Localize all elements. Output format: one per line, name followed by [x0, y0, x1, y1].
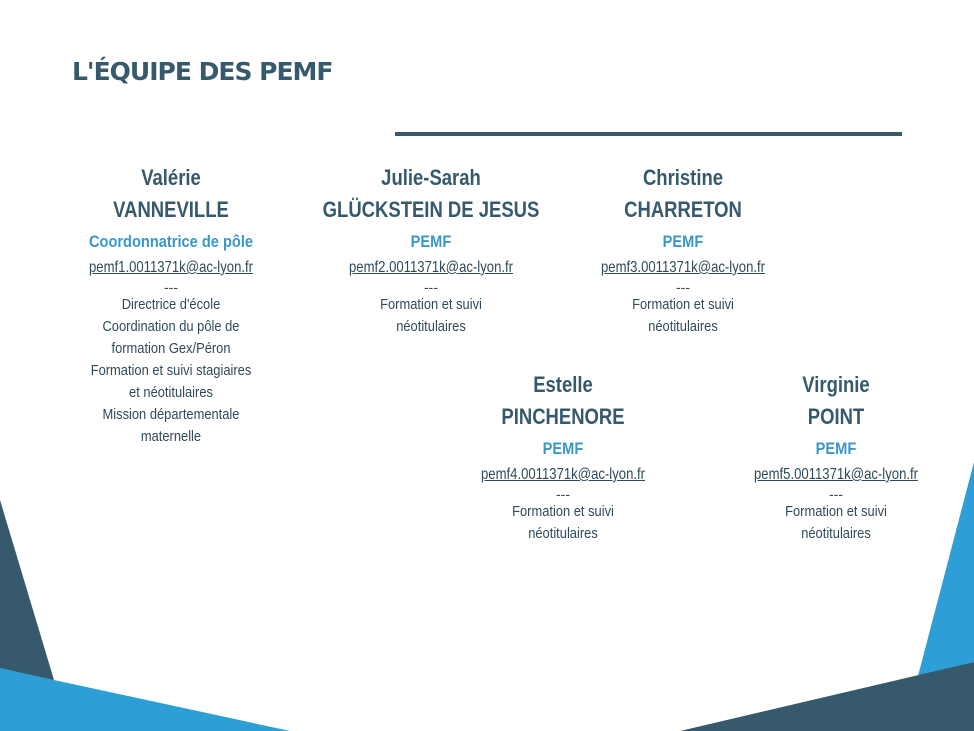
member-last-name: PINCHENORE — [501, 404, 625, 429]
member-email-link[interactable]: pemf5.0011371k@ac-lyon.fr — [753, 466, 919, 483]
member-description-line: formation Gex/Péron — [111, 340, 231, 357]
member-role: Coordonnatrice de pôle — [88, 232, 254, 251]
member-description-line: Coordination du pôle de — [102, 318, 240, 335]
member-description-line: néotitulaires — [528, 525, 598, 542]
member-last-name: GLÜCKSTEIN DE JESUS — [322, 197, 540, 222]
member-description-line: Formation et suivi — [785, 503, 887, 520]
title-underline — [395, 132, 902, 136]
member-last-name: CHARRETON — [624, 197, 742, 222]
member-email-link[interactable]: pemf4.0011371k@ac-lyon.fr — [480, 466, 646, 483]
member-description-line: Mission départementale — [102, 406, 240, 423]
member-card — [41, 162, 301, 448]
member-description-line: Formation et suivi — [380, 296, 482, 313]
member-role: PEMF — [542, 439, 584, 458]
member-role: PEMF — [662, 232, 704, 251]
member-description-line: néotitulaires — [648, 318, 718, 335]
member-last-name: POINT — [807, 404, 865, 429]
left-dark-shape — [0, 500, 54, 680]
member-description-line: néotitulaires — [396, 318, 466, 335]
member-email-link[interactable]: pemf1.0011371k@ac-lyon.fr — [88, 259, 254, 276]
member-email-link[interactable]: pemf3.0011371k@ac-lyon.fr — [600, 259, 766, 276]
member-role: PEMF — [410, 232, 452, 251]
page-title: L'ÉQUIPE DES PEMF — [72, 57, 333, 86]
member-description-line: maternelle — [140, 428, 202, 445]
member-email-link[interactable]: pemf2.0011371k@ac-lyon.fr — [348, 259, 514, 276]
member-first-name: Valérie — [141, 165, 201, 190]
member-card — [433, 369, 693, 545]
separator: --- — [556, 486, 570, 502]
member-card — [706, 369, 966, 545]
separator: --- — [676, 279, 690, 295]
member-description-line: Formation et suivi stagiaires — [90, 362, 252, 379]
member-first-name: Julie-Sarah — [381, 165, 481, 190]
member-last-name: VANNEVILLE — [113, 197, 229, 222]
member-role: PEMF — [815, 439, 857, 458]
member-card — [553, 162, 813, 338]
member-description-line: Formation et suivi — [512, 503, 614, 520]
member-card — [301, 162, 561, 338]
separator: --- — [164, 279, 178, 295]
member-description-line: Formation et suivi — [632, 296, 734, 313]
separator: --- — [424, 279, 438, 295]
member-first-name: Christine — [642, 165, 724, 190]
member-description-line: néotitulaires — [801, 525, 871, 542]
separator: --- — [829, 486, 843, 502]
member-first-name: Virginie — [802, 372, 870, 397]
member-description-line: et néotitulaires — [129, 384, 213, 401]
member-first-name: Estelle — [533, 372, 593, 397]
member-description-line: Directrice d'école — [121, 296, 221, 313]
